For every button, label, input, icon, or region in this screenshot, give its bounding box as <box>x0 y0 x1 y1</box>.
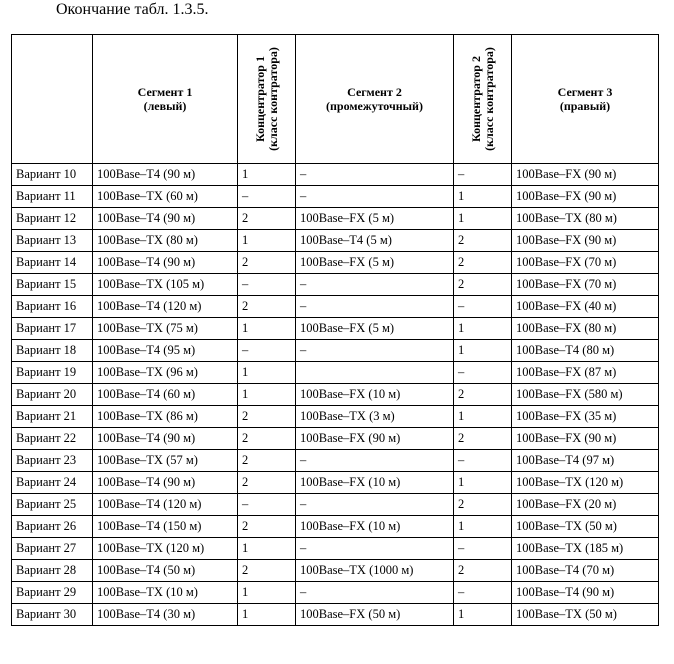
cell-variant: Вариант 13 <box>12 230 93 252</box>
cell-hub-2: – <box>454 582 512 604</box>
table-row <box>12 428 659 450</box>
cell-segment-2: 100Base–FX (5 м) <box>296 252 454 274</box>
cell-hub-2: 1 <box>454 208 512 230</box>
cell-segment-1: 100Base–T4 (60 м) <box>93 384 238 406</box>
cell-segment-3: 100Base–TX (50 м) <box>512 604 659 626</box>
cell-hub-1: – <box>238 494 296 516</box>
cell-segment-2: 100Base–FX (5 м) <box>296 208 454 230</box>
cell-variant: Вариант 22 <box>12 428 93 450</box>
cell-hub-2: 1 <box>454 340 512 362</box>
table-row <box>12 186 659 208</box>
cell-hub-1: 2 <box>238 296 296 318</box>
cell-segment-2: – <box>296 582 454 604</box>
cell-segment-3: 100Base–FX (580 м) <box>512 384 659 406</box>
cell-hub-1: 1 <box>238 582 296 604</box>
cell-hub-1: – <box>238 340 296 362</box>
table-row <box>12 230 659 252</box>
cell-variant: Вариант 20 <box>12 384 93 406</box>
cell-hub-2: 1 <box>454 406 512 428</box>
cell-segment-1: 100Base–T4 (90 м) <box>93 164 238 186</box>
cell-hub-2: 2 <box>454 230 512 252</box>
table-row <box>12 450 659 472</box>
table-row <box>12 560 659 582</box>
table-row <box>12 582 659 604</box>
cell-segment-1: 100Base–TX (10 м) <box>93 582 238 604</box>
cell-segment-3: 100Base–FX (40 м) <box>512 296 659 318</box>
cell-segment-3: 100Base–FX (90 м) <box>512 186 659 208</box>
cell-segment-3: 100Base–FX (90 м) <box>512 428 659 450</box>
header-hub-2 <box>454 35 512 164</box>
cell-hub-2: 1 <box>454 472 512 494</box>
cell-hub-1: 1 <box>238 362 296 384</box>
cell-hub-1: 2 <box>238 472 296 494</box>
cell-segment-3: 100Base–TX (120 м) <box>512 472 659 494</box>
cell-segment-2: – <box>296 340 454 362</box>
header-row <box>12 35 659 164</box>
cell-variant: Вариант 28 <box>12 560 93 582</box>
cell-segment-2: – <box>296 186 454 208</box>
cell-segment-3: 100Base–FX (70 м) <box>512 274 659 296</box>
cell-variant: Вариант 21 <box>12 406 93 428</box>
cell-segment-3: 100Base–T4 (97 м) <box>512 450 659 472</box>
table-caption: Окончание табл. 1.3.5. <box>56 1 209 18</box>
cell-hub-1: 1 <box>238 604 296 626</box>
cell-variant: Вариант 30 <box>12 604 93 626</box>
cell-variant: Вариант 10 <box>12 164 93 186</box>
cell-segment-2 <box>296 362 454 384</box>
cell-hub-2: 1 <box>454 516 512 538</box>
cell-segment-1: 100Base–TX (120 м) <box>93 538 238 560</box>
cell-segment-1: 100Base–T4 (95 м) <box>93 340 238 362</box>
cell-variant: Вариант 12 <box>12 208 93 230</box>
header-hub-2-line2: (класс контратора) <box>481 47 496 151</box>
cell-hub-2: 2 <box>454 274 512 296</box>
cell-hub-2: 2 <box>454 252 512 274</box>
header-hub-1 <box>238 35 296 164</box>
table-row <box>12 318 659 340</box>
cell-variant: Вариант 26 <box>12 516 93 538</box>
cell-segment-1: 100Base–T4 (90 м) <box>93 428 238 450</box>
header-segment-1 <box>93 35 238 164</box>
table-row <box>12 384 659 406</box>
cell-segment-2: – <box>296 494 454 516</box>
cell-variant: Вариант 11 <box>12 186 93 208</box>
cell-segment-2: 100Base–T4 (5 м) <box>296 230 454 252</box>
table-row <box>12 472 659 494</box>
cell-hub-2: – <box>454 362 512 384</box>
cell-variant: Вариант 29 <box>12 582 93 604</box>
cell-hub-1: – <box>238 274 296 296</box>
cell-segment-2: – <box>296 164 454 186</box>
cell-hub-1: 1 <box>238 230 296 252</box>
cell-segment-3: 100Base–FX (70 м) <box>512 252 659 274</box>
cell-segment-3: 100Base–FX (90 м) <box>512 230 659 252</box>
cell-hub-1: 2 <box>238 208 296 230</box>
cell-segment-2: 100Base–TX (1000 м) <box>296 560 454 582</box>
cell-hub-1: 2 <box>238 516 296 538</box>
cell-segment-1: 100Base–T4 (120 м) <box>93 494 238 516</box>
cell-variant: Вариант 27 <box>12 538 93 560</box>
header-segment-2-line2: (промежуточный) <box>326 99 423 113</box>
cell-hub-1: 1 <box>238 318 296 340</box>
cell-hub-2: – <box>454 296 512 318</box>
cell-variant: Вариант 16 <box>12 296 93 318</box>
cell-segment-3: 100Base–T4 (80 м) <box>512 340 659 362</box>
cell-hub-1: 2 <box>238 560 296 582</box>
header-segment-3 <box>512 35 659 164</box>
cell-variant: Вариант 15 <box>12 274 93 296</box>
cell-segment-3: 100Base–FX (80 м) <box>512 318 659 340</box>
cell-hub-2: – <box>454 538 512 560</box>
cell-variant: Вариант 24 <box>12 472 93 494</box>
cell-hub-2: 1 <box>454 318 512 340</box>
cell-segment-2: – <box>296 274 454 296</box>
cell-segment-1: 100Base–TX (57 м) <box>93 450 238 472</box>
table-row <box>12 494 659 516</box>
cell-hub-1: 2 <box>238 428 296 450</box>
header-hub-2-line1: Концентратор 2 <box>468 56 483 142</box>
cell-hub-1: 1 <box>238 384 296 406</box>
cell-hub-1: 2 <box>238 450 296 472</box>
cell-segment-2: – <box>296 296 454 318</box>
cell-hub-2: 1 <box>454 604 512 626</box>
cell-hub-2: – <box>454 450 512 472</box>
cell-segment-2: 100Base–FX (10 м) <box>296 472 454 494</box>
cell-segment-2: 100Base–FX (90 м) <box>296 428 454 450</box>
header-hub-1-line2: (класс контратора) <box>265 47 280 151</box>
cell-hub-1: 2 <box>238 252 296 274</box>
table-body <box>12 164 659 626</box>
cell-hub-1: 1 <box>238 538 296 560</box>
header-variant <box>12 35 93 164</box>
cell-segment-1: 100Base–T4 (90 м) <box>93 208 238 230</box>
cell-hub-2: – <box>454 164 512 186</box>
header-segment-2-line1: Сегмент 2 <box>347 85 402 99</box>
cell-segment-1: 100Base–TX (86 м) <box>93 406 238 428</box>
cell-variant: Вариант 14 <box>12 252 93 274</box>
cell-segment-3: 100Base–TX (80 м) <box>512 208 659 230</box>
table-row <box>12 362 659 384</box>
cell-hub-1: 2 <box>238 406 296 428</box>
table-row <box>12 516 659 538</box>
header-segment-1-line1: Сегмент 1 <box>137 85 193 99</box>
cell-segment-1: 100Base–T4 (50 м) <box>93 560 238 582</box>
cell-variant: Вариант 25 <box>12 494 93 516</box>
cell-segment-3: 100Base–FX (90 м) <box>512 164 659 186</box>
cell-segment-3: 100Base–FX (87 м) <box>512 362 659 384</box>
header-segment-3-line2: (правый) <box>559 99 611 113</box>
cell-segment-2: – <box>296 538 454 560</box>
cell-segment-1: 100Base–T4 (30 м) <box>93 604 238 626</box>
cell-segment-1: 100Base–T4 (90 м) <box>93 472 238 494</box>
cell-hub-2: 2 <box>454 428 512 450</box>
cell-variant: Вариант 17 <box>12 318 93 340</box>
cell-segment-1: 100Base–T4 (150 м) <box>93 516 238 538</box>
table-row <box>12 406 659 428</box>
table-row <box>12 208 659 230</box>
header-segment-2 <box>296 35 454 164</box>
cell-segment-1: 100Base–TX (80 м) <box>93 230 238 252</box>
cell-segment-2: 100Base–FX (10 м) <box>296 384 454 406</box>
cell-segment-1: 100Base–TX (75 м) <box>93 318 238 340</box>
cell-segment-3: 100Base–FX (20 м) <box>512 494 659 516</box>
cell-variant: Вариант 23 <box>12 450 93 472</box>
cell-segment-2: 100Base–TX (3 м) <box>296 406 454 428</box>
cell-segment-2: 100Base–FX (10 м) <box>296 516 454 538</box>
cell-hub-2: 2 <box>454 384 512 406</box>
table-row <box>12 604 659 626</box>
cell-segment-1: 100Base–TX (96 м) <box>93 362 238 384</box>
cell-segment-1: 100Base–TX (105 м) <box>93 274 238 296</box>
cell-segment-2: – <box>296 450 454 472</box>
table-row <box>12 538 659 560</box>
cell-hub-1: 1 <box>238 164 296 186</box>
cell-hub-1: – <box>238 186 296 208</box>
cell-segment-2: 100Base–FX (5 м) <box>296 318 454 340</box>
cell-segment-3: 100Base–FX (35 м) <box>512 406 659 428</box>
table-row <box>12 252 659 274</box>
cell-segment-1: 100Base–T4 (120 м) <box>93 296 238 318</box>
header-segment-3-line1: Сегмент 3 <box>557 85 613 99</box>
cell-hub-2: 1 <box>454 186 512 208</box>
cell-segment-1: 100Base–T4 (90 м) <box>93 252 238 274</box>
table-row <box>12 340 659 362</box>
table-row <box>12 296 659 318</box>
cell-segment-3: 100Base–TX (50 м) <box>512 516 659 538</box>
cell-variant: Вариант 19 <box>12 362 93 384</box>
cell-hub-2: 2 <box>454 560 512 582</box>
cell-segment-3: 100Base–T4 (70 м) <box>512 560 659 582</box>
cell-hub-2: 2 <box>454 494 512 516</box>
variants-table <box>11 34 659 626</box>
table-row <box>12 274 659 296</box>
cell-variant: Вариант 18 <box>12 340 93 362</box>
cell-segment-2: 100Base–FX (50 м) <box>296 604 454 626</box>
cell-segment-3: 100Base–TX (185 м) <box>512 538 659 560</box>
cell-segment-1: 100Base–TX (60 м) <box>93 186 238 208</box>
header-segment-1-line2: (левый) <box>143 99 187 113</box>
table-row <box>12 164 659 186</box>
header-hub-1-line1: Концентратор 1 <box>252 56 267 142</box>
cell-segment-3: 100Base–T4 (90 м) <box>512 582 659 604</box>
